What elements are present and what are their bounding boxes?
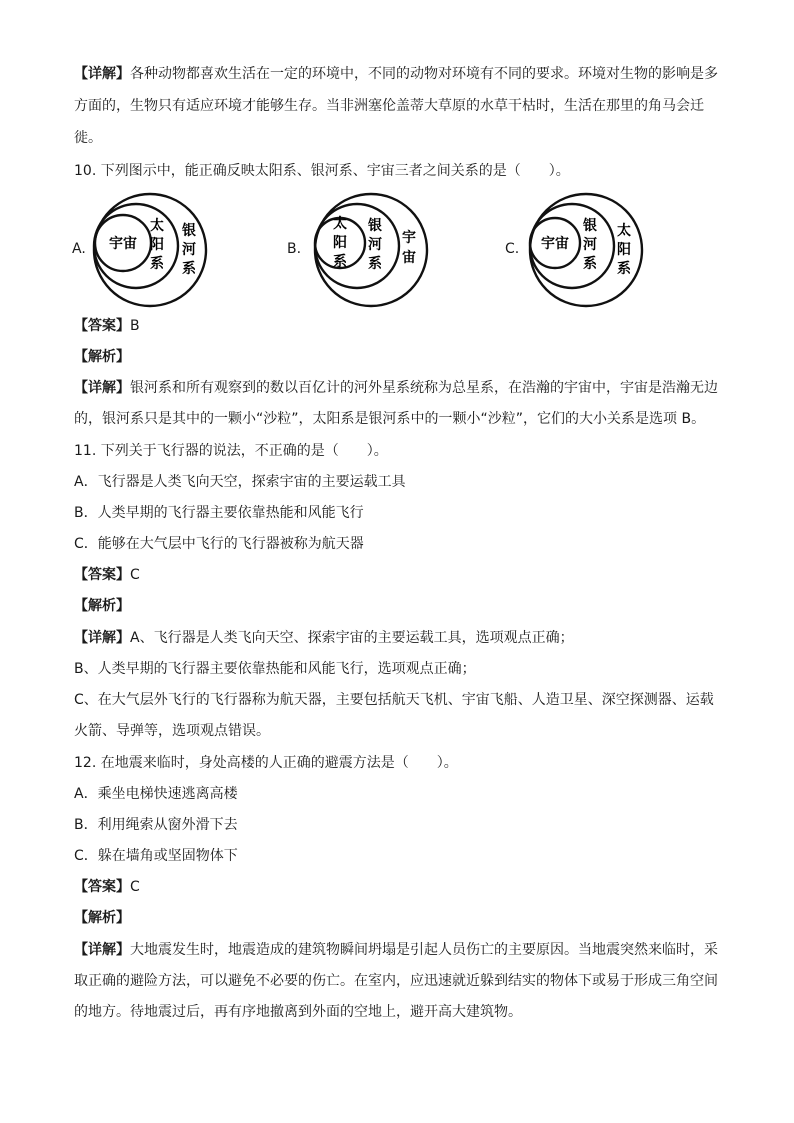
q10-analysis-tag: 【解析】 [74, 349, 130, 365]
q10-figure-c [521, 190, 651, 310]
fig-c-middle-char-1: 银 [583, 218, 597, 234]
q10-option-c-label: C. [505, 241, 520, 257]
fig-b-outer-char-2: 宙 [402, 250, 416, 266]
q11-explain-line-4: 火箭、导弹等，选项观点错误。 [74, 723, 270, 739]
fig-b-middle-char-2: 河 [368, 237, 382, 253]
q9-explain-line-1: 【详解】各种动物都喜欢生活在一定的环境中，不同的动物对环境有不同的要求。环境对生物的影响是多 [74, 66, 718, 82]
q12-option-b: B．利用绳索从窗外滑下去 [74, 817, 238, 833]
fig-b-middle-char-3: 系 [368, 256, 382, 272]
q10-option-b-label: B. [287, 241, 302, 257]
q9-explain-tag: 【详解】 [74, 66, 130, 82]
q11-option-b: B．人类早期的飞行器主要依靠热能和风能飞行 [74, 505, 364, 521]
fig-a-outer-char-2: 河 [182, 242, 196, 258]
fig-a-inner-text: 宇宙 [109, 236, 137, 252]
q12-explain-line-1: 【详解】大地震发生时，地震造成的建筑物瞬间坍塌是引起人员伤亡的主要原因。当地震突然来临时，采 [74, 942, 718, 958]
q11-question: 11. 下列关于飞行器的说法，不正确的是（ ）。 [74, 443, 388, 459]
q11-option-c: C．能够在大气层中飞行的飞行器被称为航天器 [74, 536, 364, 552]
fig-b-inner-char-2: 阳 [333, 235, 347, 251]
q12-option-c: C．躲在墙角或坚固物体下 [74, 848, 238, 864]
q12-explain-line-3: 的地方。待地震过后，再有序地撤离到外面的空地上，避开高大建筑物。 [74, 1004, 522, 1020]
fig-b-middle-char-1: 银 [368, 218, 382, 234]
q11-option-a: A．飞行器是人类飞向天空，探索宇宙的主要运载工具 [74, 474, 406, 490]
fig-a-outer-char-1: 银 [182, 223, 196, 239]
fig-c-outer-char-2: 阳 [617, 242, 631, 258]
fig-b-inner-char-1: 太 [333, 216, 347, 232]
q11-explain-line-3: C、在大气层外飞行的飞行器称为航天器，主要包括航天飞机、宇宙飞船、人造卫星、深空探测器、运载 [74, 692, 714, 708]
q9-explain-line-3: 徙。 [74, 130, 102, 146]
q10-figure-a [85, 190, 215, 310]
q12-answer: 【答案】C [74, 879, 140, 895]
q11-explain-line-2: B、人类早期的飞行器主要依靠热能和风能飞行，选项观点正确； [74, 661, 476, 677]
q10-explain-line-1: 【详解】银河系和所有观察到的数以百亿计的河外星系统称为总星系，在浩瀚的宇宙中，宇宙是浩瀚无边 [74, 380, 718, 396]
q12-analysis-tag: 【解析】 [74, 910, 130, 926]
fig-c-inner-text: 宇宙 [541, 236, 569, 252]
q10-answer: 【答案】B [74, 318, 140, 334]
q10-figure-b [306, 190, 436, 310]
q9-explain-line-2: 方面的，生物只有适应环境才能够生存。当非洲塞伦盖蒂大草原的水草干枯时，生活在那里的角马会迁 [74, 98, 704, 114]
fig-c-middle-char-3: 系 [583, 256, 597, 272]
q11-answer-value: C [130, 567, 140, 583]
fig-b-inner-char-3: 系 [333, 254, 347, 270]
q11-answer: 【答案】C [74, 567, 140, 583]
q12-explain-line-2: 取正确的避险方法，可以避免不必要的伤亡。在室内，应迅速就近躲到结实的物体下或易于形成三角空间 [74, 973, 718, 989]
q10-question: 10. 下列图示中，能正确反映太阳系、银河系、宇宙三者之间关系的是（ ）。 [74, 163, 570, 179]
q11-analysis-tag: 【解析】 [74, 598, 130, 614]
fig-a-middle-char-3: 系 [150, 256, 164, 272]
q12-option-a: A．乘坐电梯快速逃离高楼 [74, 786, 238, 802]
q11-explain-line-1: 【详解】A、飞行器是人类飞向天空、探索宇宙的主要运载工具，选项观点正确； [74, 630, 574, 646]
q10-explain-line-2: 的，银河系只是其中的一颗小“沙粒”，太阳系是银河系中的一颗小“沙粒”，它们的大小关系是选项 B。 [74, 411, 706, 427]
fig-a-middle-char-2: 阳 [150, 237, 164, 253]
fig-b-outer-char-1: 宇 [402, 230, 416, 246]
fig-c-outer-char-3: 系 [617, 261, 631, 277]
fig-a-middle-char-1: 太 [150, 218, 164, 234]
fig-a-outer-char-3: 系 [182, 261, 196, 277]
q12-answer-value: C [130, 879, 140, 895]
q10-option-a-label: A. [72, 241, 86, 257]
q12-question: 12. 在地震来临时，身处高楼的人正确的避震方法是（ ）。 [74, 755, 458, 771]
q10-answer-value: B [130, 318, 140, 334]
fig-c-middle-char-2: 河 [583, 237, 597, 253]
fig-c-outer-char-1: 太 [617, 223, 631, 239]
